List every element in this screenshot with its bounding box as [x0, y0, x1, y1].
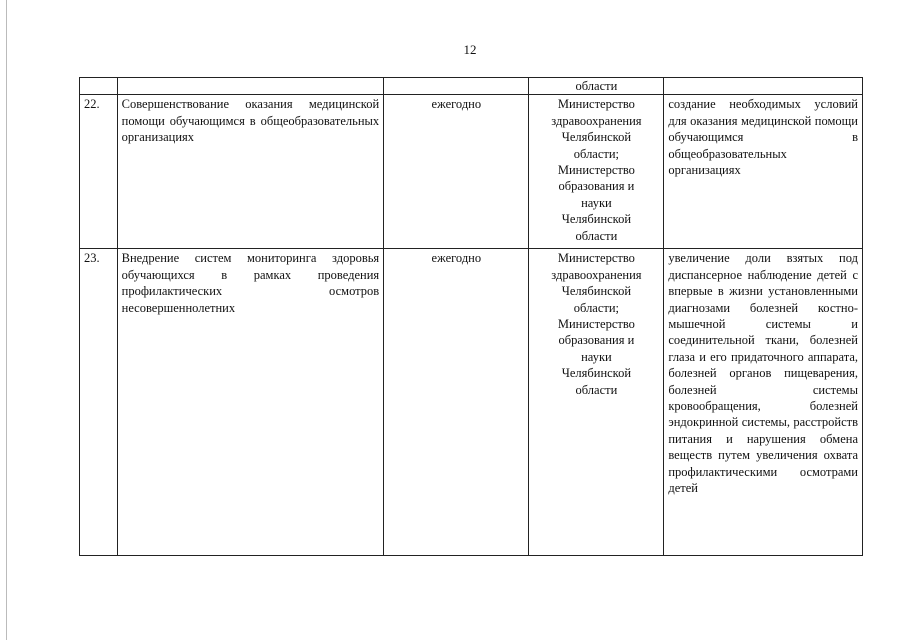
page-number: 12	[463, 42, 477, 57]
responsible-line: Челябинской	[561, 212, 632, 227]
table-row-continuation	[80, 78, 863, 95]
responsible-line: здравоохранения	[551, 113, 642, 128]
responsible-line: Министерство	[557, 251, 635, 266]
responsible-line: науки	[581, 349, 612, 364]
responsible-line: Министерство	[557, 163, 635, 178]
responsible-line: науки	[581, 195, 612, 210]
responsible-line: Министерство	[557, 97, 635, 112]
cell-result: создание необходимых условий для оказания медицинской помощи обучающимся в общеобразовательных организациях	[664, 95, 863, 249]
responsible-line: области;	[573, 300, 620, 315]
cell-num: 22.	[80, 95, 118, 249]
responsible-line: Челябинской	[561, 284, 632, 299]
cell-name: Совершенствование оказания медицинской помощи обучающимся в общеобразовательных организациях	[117, 95, 384, 249]
cell-num: 23.	[80, 249, 118, 556]
cell-result: увеличение доли взятых под диспансерное наблюдение детей с впервые в жизни установленными диагнозами болезней костно-мышечной системы и соединительной ткани, болезней глаза и его придаточного аппарата, болезней органов пищеварения, болезней системы кровообращения, болезней эндокринной системы, расстройств питания и нарушения обмена веществ путем увеличения охвата профилактическими осмотрами детей	[664, 249, 863, 556]
cell-responsible	[529, 95, 664, 249]
page-edge-line	[6, 0, 7, 640]
cell-responsible	[529, 249, 664, 556]
cell-term: ежегодно	[384, 249, 529, 556]
responsible-line: области	[575, 382, 618, 397]
responsible-line: Челябинской	[561, 366, 632, 381]
cell-name: Внедрение систем мониторинга здоровья обучающихся в рамках проведения профилактических осмотров несовершеннолетних	[117, 249, 384, 556]
cell-result	[664, 78, 863, 95]
table-row	[80, 95, 863, 249]
responsible-line: области	[575, 228, 618, 243]
responsible-line: Челябинской	[561, 130, 632, 145]
cell-responsible: области	[529, 78, 664, 95]
responsible-line: образования и	[558, 333, 635, 348]
cell-num	[80, 78, 118, 95]
responsible-line: образования и	[558, 179, 635, 194]
responsible-line: области;	[573, 146, 620, 161]
responsible-line: здравоохранения	[551, 267, 642, 282]
cell-name	[117, 78, 384, 95]
cell-term: ежегодно	[384, 95, 529, 249]
responsible-line: Министерство	[557, 317, 635, 332]
cell-term	[384, 78, 529, 95]
table-row	[80, 249, 863, 556]
activities-table	[79, 77, 863, 556]
